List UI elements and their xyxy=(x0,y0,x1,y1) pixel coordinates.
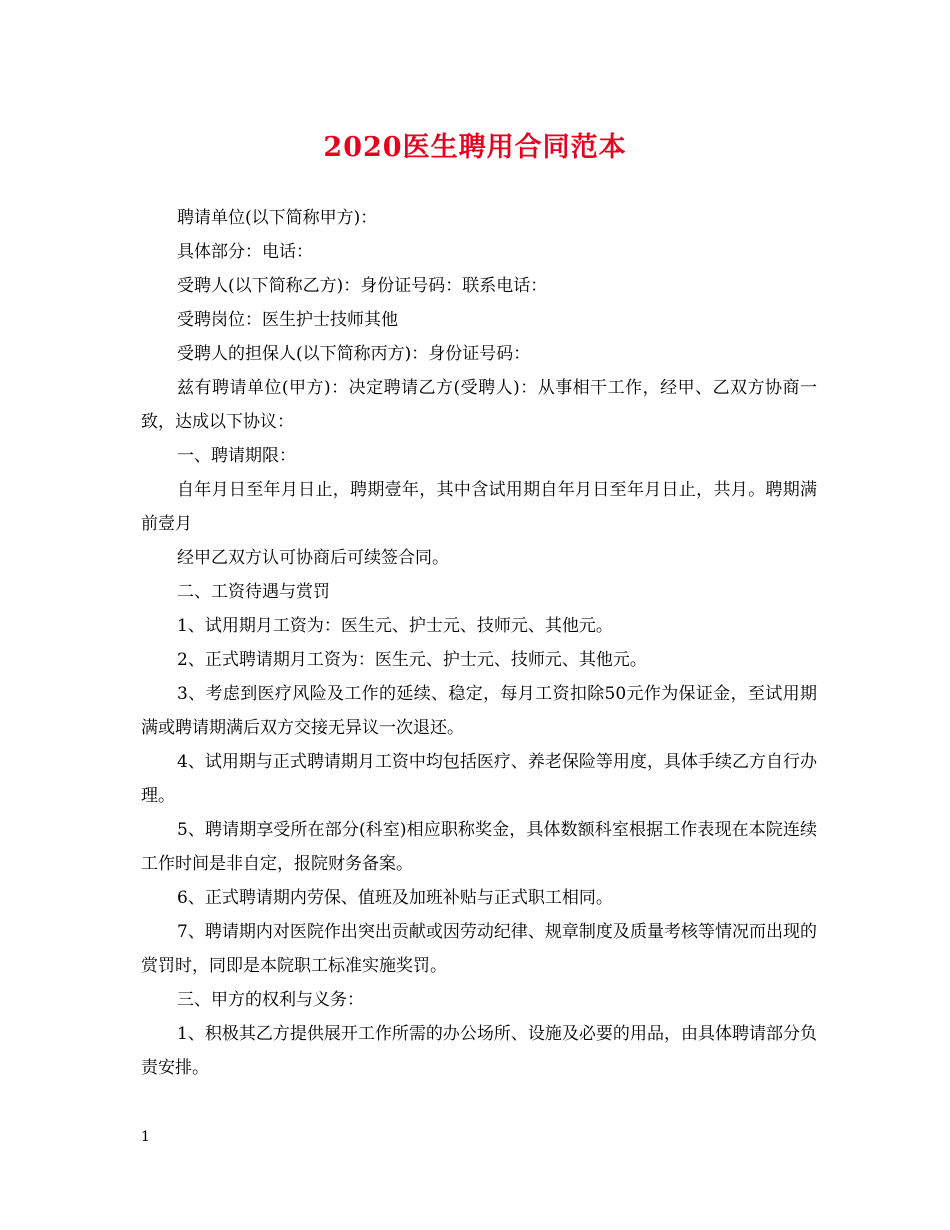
page-number: 1 xyxy=(141,1129,150,1145)
paragraph: 3、考虑到医疗风险及工作的延续、稳定，每月工资扣除50元作为保证金，至试用期满或聘请期满后双方交接无异议一次退还。 xyxy=(141,684,817,738)
paragraph: 5、聘请期享受所在部分(科室)相应职称奖金，具体数额科室根据工作表现在本院连续工作时间是非自定，报院财务备案。 xyxy=(141,820,817,874)
paragraph: 一、聘请期限： xyxy=(177,446,296,466)
paragraph: 1、积极其乙方提供展开工作所需的办公场所、设施及必要的用品，由具体聘请部分负责安排。 xyxy=(141,1024,817,1078)
paragraph: 经甲乙双方认可协商后可续签合同。 xyxy=(177,548,449,568)
paragraph: 6、正式聘请期内劳保、值班及加班补贴与正式职工相同。 xyxy=(177,888,613,908)
paragraph: 受聘岗位：医生护士技师其他 xyxy=(177,310,398,330)
paragraph: 1、试用期月工资为：医生元、护士元、技师元、其他元。 xyxy=(177,616,613,636)
document-title: 2020医生聘用合同范本 xyxy=(323,132,627,163)
paragraph: 聘请单位(以下简称甲方)： xyxy=(177,208,378,228)
paragraph: 二、工资待遇与赏罚 xyxy=(177,582,330,602)
paragraph: 受聘人(以下简称乙方)：身份证号码：联系电话： xyxy=(177,276,548,296)
document-body xyxy=(141,201,817,1085)
paragraph: 4、试用期与正式聘请期月工资中均包括医疗、养老保险等用度，具体手续乙方自行办理。 xyxy=(141,752,817,806)
paragraph: 7、聘请期内对医院作出突出贡献或因劳动纪律、规章制度及质量考核等情况而出现的赏罚时，同即是本院职工标准实施奖罚。 xyxy=(141,922,817,976)
paragraph: 2、正式聘请期月工资为：医生元、护士元、技师元、其他元。 xyxy=(177,650,647,670)
paragraph: 兹有聘请单位(甲方)：决定聘请乙方(受聘人)：从事相干工作，经甲、乙双方协商一致，达成以下协议： xyxy=(141,378,817,432)
paragraph: 三、甲方的权利与义务： xyxy=(177,990,364,1010)
paragraph: 受聘人的担保人(以下简称丙方)：身份证号码： xyxy=(177,344,531,364)
paragraph: 自年月日至年月日止，聘期壹年，其中含试用期自年月日至年月日止，共月。聘期满前壹月 xyxy=(141,480,817,534)
paragraph: 具体部分：电话： xyxy=(177,242,313,262)
